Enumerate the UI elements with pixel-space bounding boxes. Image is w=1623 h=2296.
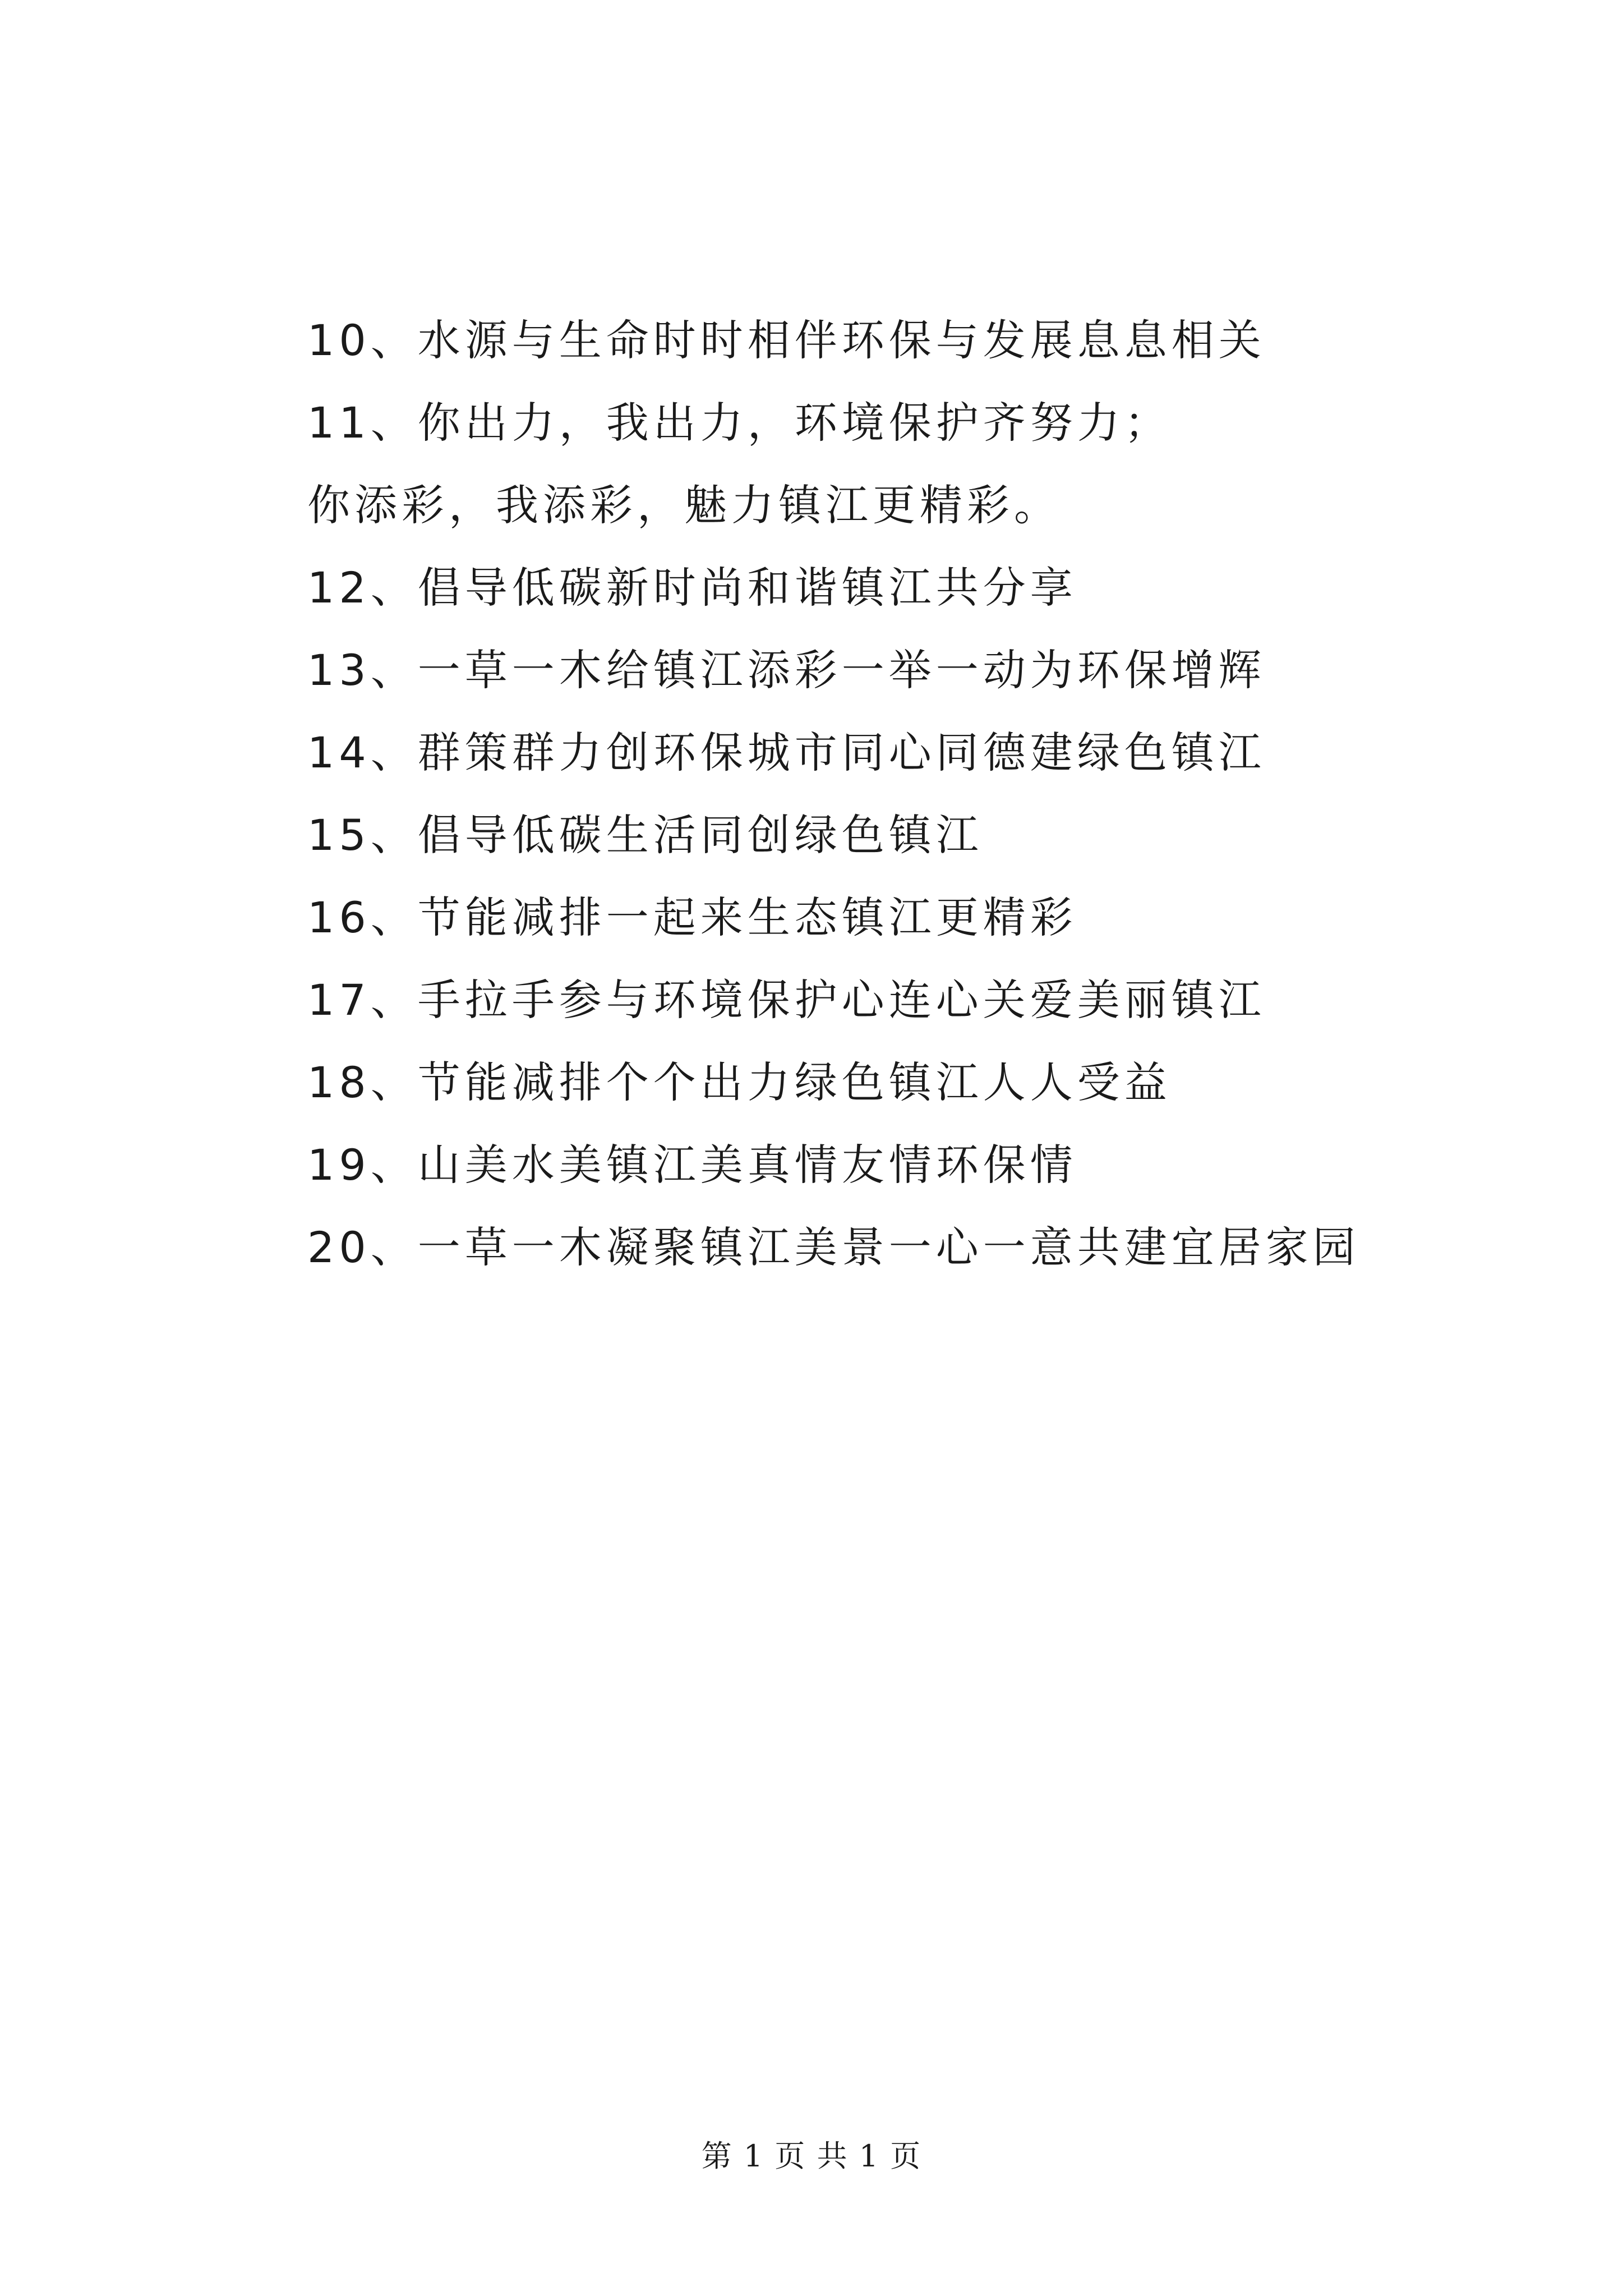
slogan-line-12: 12、倡导低碳新时尚和谐镇江共分享	[307, 563, 1077, 613]
slogan-line-20: 20、一草一木凝聚镇江美景一心一意共建宜居家园	[307, 1222, 1360, 1272]
slogan-line-14: 14、群策群力创环保城市同心同德建绿色镇江	[307, 728, 1266, 777]
slogan-line-10: 10、水源与生命时时相伴环保与发展息息相关	[307, 315, 1266, 365]
slogan-line-17: 17、手拉手参与环境保护心连心关爱美丽镇江	[307, 975, 1266, 1025]
slogan-line-18: 18、节能减排个个出力绿色镇江人人受益	[307, 1057, 1172, 1107]
slogan-line-19: 19、山美水美镇江美真情友情环保情	[307, 1140, 1077, 1190]
slogan-list	[307, 307, 1541, 1297]
page-number-footer: 第 1 页 共 1 页	[701, 2138, 922, 2174]
slogan-line-15: 15、倡导低碳生活同创绿色镇江	[307, 810, 983, 860]
slogan-line-11: 11、你出力，我出力，环境保护齐努力；	[307, 398, 1172, 448]
slogan-line-13: 13、一草一木给镇江添彩一举一动为环保增辉	[307, 645, 1266, 695]
slogan-line-16: 16、节能减排一起来生态镇江更精彩	[307, 892, 1077, 942]
slogan-line-11-continued: 你添彩，我添彩，魅力镇江更精彩。	[307, 480, 1061, 530]
